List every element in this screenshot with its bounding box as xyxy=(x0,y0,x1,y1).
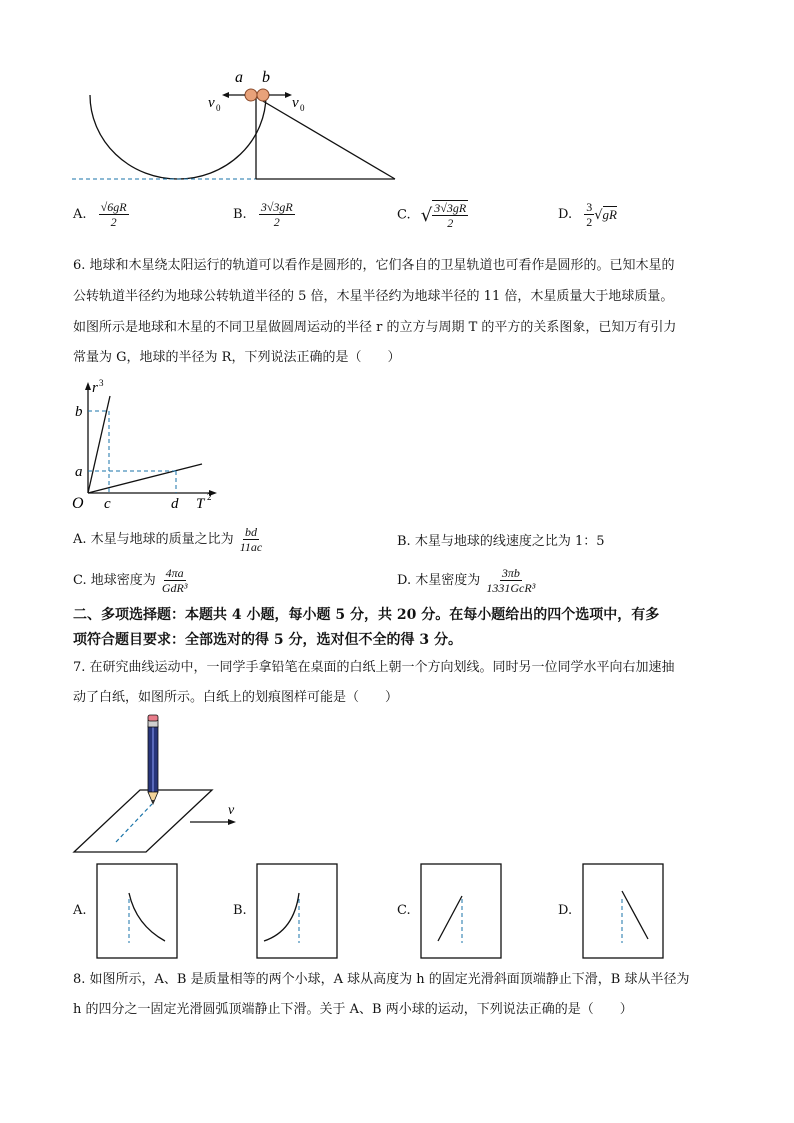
q5-option-d[interactable]: D. $\frac{3}{2}$ √gR xyxy=(558,200,617,229)
q5-option-b[interactable]: B. $\frac{3√3gR}{2}$ xyxy=(233,200,293,229)
label-v0-left-sub: 0 xyxy=(216,103,221,113)
label-v0-left: v xyxy=(208,95,215,111)
q7-option-d-figure[interactable] xyxy=(582,863,664,959)
q7-line-2: 动了白纸，如图所示。白纸上的划痕图样可能是（ ） xyxy=(73,690,399,705)
tick-c: c xyxy=(104,496,111,512)
q5-option-c[interactable]: C. √ $\frac{3√3gR}{2}$ xyxy=(397,201,467,230)
q6-line-3: 如图所示是地球和木星的不同卫星做圆周运动的半径 r 的立方与周期 T 的平方的关系图象，已知万有引力 xyxy=(73,320,677,335)
q6-option-d[interactable]: D. 木星密度为 $\frac{3\pi b}{\text{1331GcR³}}$ xyxy=(397,566,536,595)
q7-option-c-figure[interactable] xyxy=(420,863,502,959)
q8-line-1: 8. 如图所示，A、B 是质量相等的两个小球，A 球从高度为 h 的固定光滑斜面顶端静止下滑，B 球从半径为 xyxy=(73,972,690,987)
section-2-heading-line-2: 项符合题目要求：全部选对的得 5 分，选对但不全的得 3 分。 xyxy=(73,632,462,648)
q7-line-1: 7. 在研究曲线运动中，一同学手拿铅笔在桌面的白纸上朝一个方向划线。同时另一位同学水平向右加速抽 xyxy=(73,660,675,675)
q6-line-4: 常量为 G，地球的半径为 R，下列说法正确的是（ ） xyxy=(73,350,401,365)
q7-option-a-label[interactable]: A. xyxy=(73,903,87,918)
tick-d: d xyxy=(171,496,179,512)
q7-figure xyxy=(70,712,260,857)
q7-option-b-label[interactable]: B. xyxy=(233,903,247,918)
q6-graph xyxy=(70,378,230,513)
label-a: a xyxy=(235,69,243,86)
q6-option-b[interactable]: B. 木星与地球的线速度之比为 1：5 xyxy=(397,534,605,549)
q6-option-a[interactable]: A. 木星与地球的质量之比为 $\frac{bd}{11ac}$ xyxy=(73,525,263,554)
x-axis-label: T xyxy=(196,496,205,512)
q6-line-1: 6. 地球和木星绕太阳运行的轨道可以看作是圆形的，它们各自的卫星轨道也可看作是圆形的。已知木星的 xyxy=(73,258,675,273)
tick-a: a xyxy=(75,464,83,480)
q7-option-c-label[interactable]: C. xyxy=(397,903,411,918)
q5-figure xyxy=(60,60,410,190)
label-v0-right-sub: 0 xyxy=(300,103,305,113)
label-b: b xyxy=(262,69,270,86)
section-2-heading-line-1: 二、多项选择题：本题共 4 小题，每小题 5 分，共 20 分。在每小题给出的四个选项中，有多 xyxy=(73,607,660,623)
y-axis-label: r xyxy=(92,380,98,396)
q7-option-a-figure[interactable] xyxy=(96,863,178,959)
x-axis-sup: 2 xyxy=(207,492,212,502)
velocity-label: v xyxy=(228,803,235,818)
pencil-icon xyxy=(148,715,158,804)
q5-option-a[interactable]: A. $\frac{√6gR}{2}$ xyxy=(73,200,127,229)
q6-option-c[interactable]: C. 地球密度为 $\frac{4\pi a}{\text{GdR³}}$ xyxy=(73,566,188,595)
q7-option-d-label[interactable]: D. xyxy=(558,903,573,918)
y-axis-sup: 3 xyxy=(99,378,104,388)
origin-label: O xyxy=(72,495,84,512)
q6-line-2: 公转轨道半径约为地球公转轨道半径的 5 倍，木星半径约为地球半径的 11 倍，木星质量大于地球质量。 xyxy=(73,289,674,304)
q7-option-b-figure[interactable] xyxy=(256,863,338,959)
tick-b: b xyxy=(75,404,83,420)
q8-line-2: h 的四分之一固定光滑圆弧顶端静止下滑。关于 A、B 两小球的运动，下列说法正确的是（ ） xyxy=(73,1002,633,1017)
label-v0-right: v xyxy=(292,95,299,111)
